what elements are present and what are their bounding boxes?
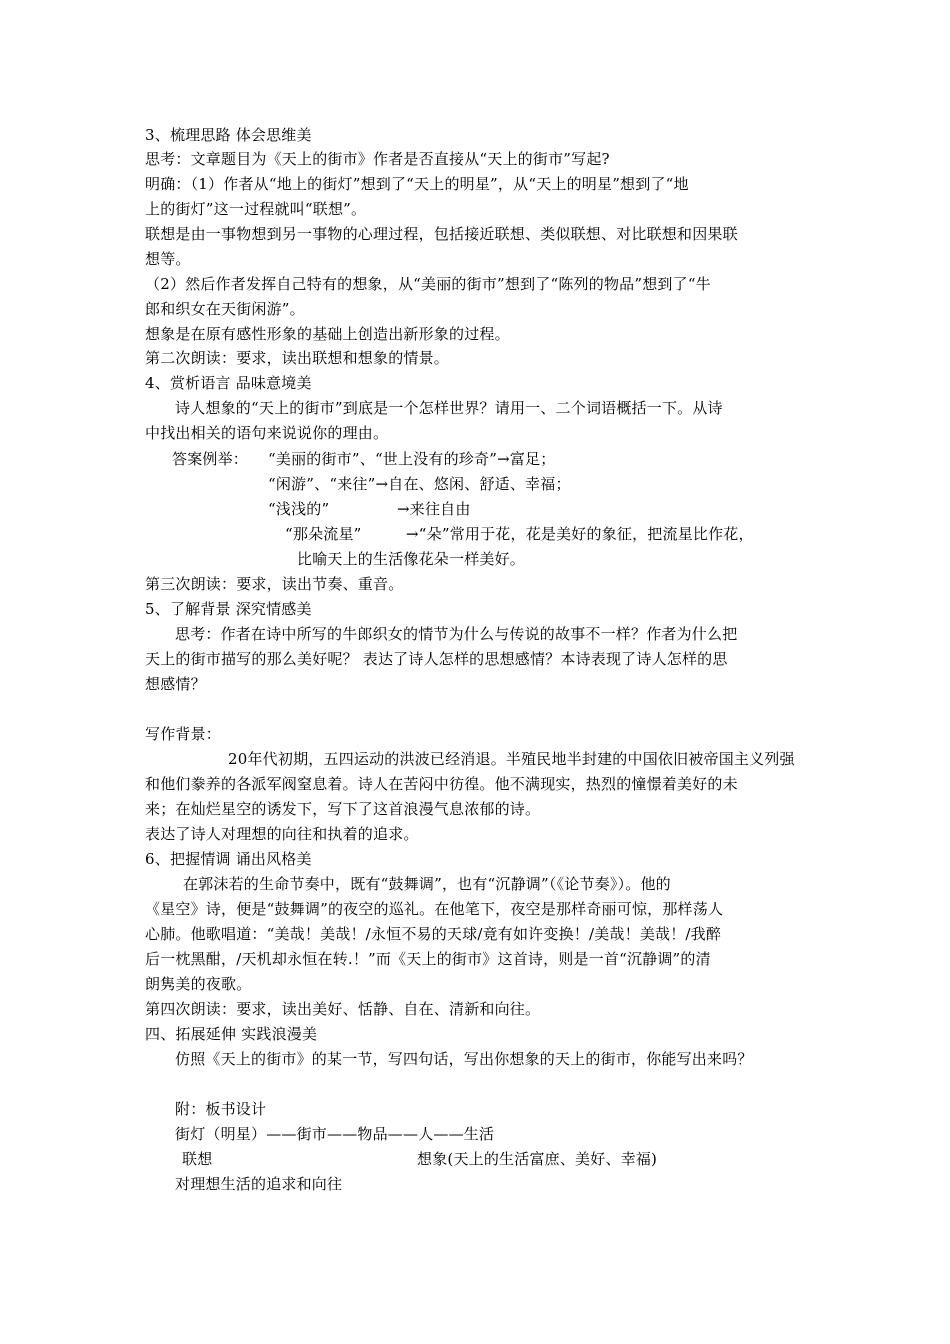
section-3-clarify-line1: 明确：（1）作者从“地上的街灯”想到了“天上的明星”，从“天上的明星”想到了“地 xyxy=(145,175,689,193)
background-line2: 和他们豢养的各派军阀窒息着。诗人在苦闷中彷徨。他不满现实，热烈的憧憬着美好的未 xyxy=(145,775,738,793)
section-4-question-line2: 中找出相关的语句来说说你的理由。 xyxy=(145,424,389,442)
section-5-question-line1: 思考：作者在诗中所写的牛郎织女的情节为什么与传说的故事不一样？作者为什么把 xyxy=(175,625,738,643)
background-label: 写作背景： xyxy=(145,725,222,743)
section-6-paragraph-line3: 心肺。他歌唱道：“美哉！美哉！/永恒不易的天球/竟有如许变换！/美哉！美哉！/我醉 xyxy=(145,925,722,943)
theme-statement: 表达了诗人对理想的向往和执着的追求。 xyxy=(145,825,419,843)
association-definition-line2: 想等。 xyxy=(145,250,191,268)
section-4-heading: 4、赏析语言 品味意境美 xyxy=(145,374,312,392)
second-reading: 第二次朗读：要求，读出联想和想象的情景。 xyxy=(145,349,450,367)
imagination-definition: 想象是在原有感性形象的基础上创造出新形象的过程。 xyxy=(145,325,510,343)
section-3-clarify-line2: 上的街灯”这一过程就叫“联想”。 xyxy=(145,200,367,218)
association-definition-line1: 联想是由一事物想到另一事物的心理过程，包括接近联想、类似联想、对比联想和因果联 xyxy=(145,225,738,243)
board-design-association: 联想 xyxy=(182,1150,213,1168)
section-5-question-line2: 天上的街市描写的那么美好呢？ 表达了诗人怎样的思想感情？本诗表现了诗人怎样的思 xyxy=(145,650,728,668)
fourth-reading: 第四次朗读：要求，读出美好、恬静、自在、清新和向往。 xyxy=(145,1000,541,1018)
extension-task: 仿照《天上的街市》的某一节，写四句话，写出你想象的天上的街市，你能写出来吗？ xyxy=(175,1050,753,1068)
extension-heading: 四、拓展延伸 实践浪漫美 xyxy=(145,1025,318,1043)
background-line1: 20年代初期，五四运动的洪波已经消退。半殖民地半封建的中国依旧被帝国主义列强 xyxy=(228,750,795,768)
board-design-title: 附：板书设计 xyxy=(175,1100,267,1118)
answer-example-3-meaning: →来往自由 xyxy=(397,500,471,518)
section-4-question-line1: 诗人想象的“天上的街市”到底是一个怎样世界？请用一、二个词语概括一下。从诗 xyxy=(175,399,723,417)
answer-label: 答案例举： xyxy=(172,450,249,468)
section-3-question: 思考：文章题目为《天上的街市》作者是否直接从“天上的街市”写起? xyxy=(145,150,610,168)
section-3-heading: 3、梳理思路 体会思维美 xyxy=(145,126,312,144)
answer-example-4-continuation: 比喻天上的生活像花朵一样美好。 xyxy=(297,550,526,568)
section-6-paragraph-line1: 在郭沫若的生命节奏中，既有“鼓舞调”，也有“沉静调”（《论节奏》）。他的 xyxy=(183,875,671,893)
answer-example-4-meaning: →“朵”常用于花，花是美好的象征，把流星比作花， xyxy=(406,525,754,543)
imagination-line1: （2）然后作者发挥自己特有的想象，从“美丽的街市”想到了“陈列的物品”想到了“牛 xyxy=(145,275,711,293)
section-5-heading: 5、了解背景 深究情感美 xyxy=(145,600,312,618)
section-5-question-line3: 想感情？ xyxy=(145,675,206,693)
answer-example-1: “美丽的街市”、“世上没有的珍奇”→富足； xyxy=(268,450,556,468)
third-reading: 第三次朗读：要求，读出节奏、重音。 xyxy=(145,575,404,593)
section-6-heading: 6、把握情调 诵出风格美 xyxy=(145,850,312,868)
answer-example-3-term: “浅浅的” xyxy=(268,500,330,518)
section-6-paragraph-line2: 《星空》诗，便是“鼓舞调”的夜空的巡礼。在他笔下，夜空是那样奇丽可惊，那样荡人 xyxy=(145,900,724,918)
board-design-imagination: 想象(天上的生活富庶、美好、幸福) xyxy=(417,1150,658,1168)
section-6-paragraph-line5: 朗隽美的夜歌。 xyxy=(145,975,252,993)
section-6-paragraph-line4: 后一枕黑酣，/天机却永恒在转.！”而《天上的街市》这首诗，则是一首“沉静调”的清 xyxy=(145,950,711,968)
board-design-row3: 对理想生活的追求和向往 xyxy=(175,1175,343,1193)
board-design-row1: 街灯（明星）——街市——物品——人——生活 xyxy=(175,1125,495,1143)
background-line3: 来；在灿烂星空的诱发下，写下了这首浪漫气息浓郁的诗。 xyxy=(145,800,541,818)
imagination-line2: 郎和织女在天街闲游”。 xyxy=(145,300,305,318)
answer-example-2: “闲游”、“来往”→自在、悠闲、舒适、幸福； xyxy=(268,475,571,493)
answer-example-4-term: “那朵流星” xyxy=(285,525,362,543)
